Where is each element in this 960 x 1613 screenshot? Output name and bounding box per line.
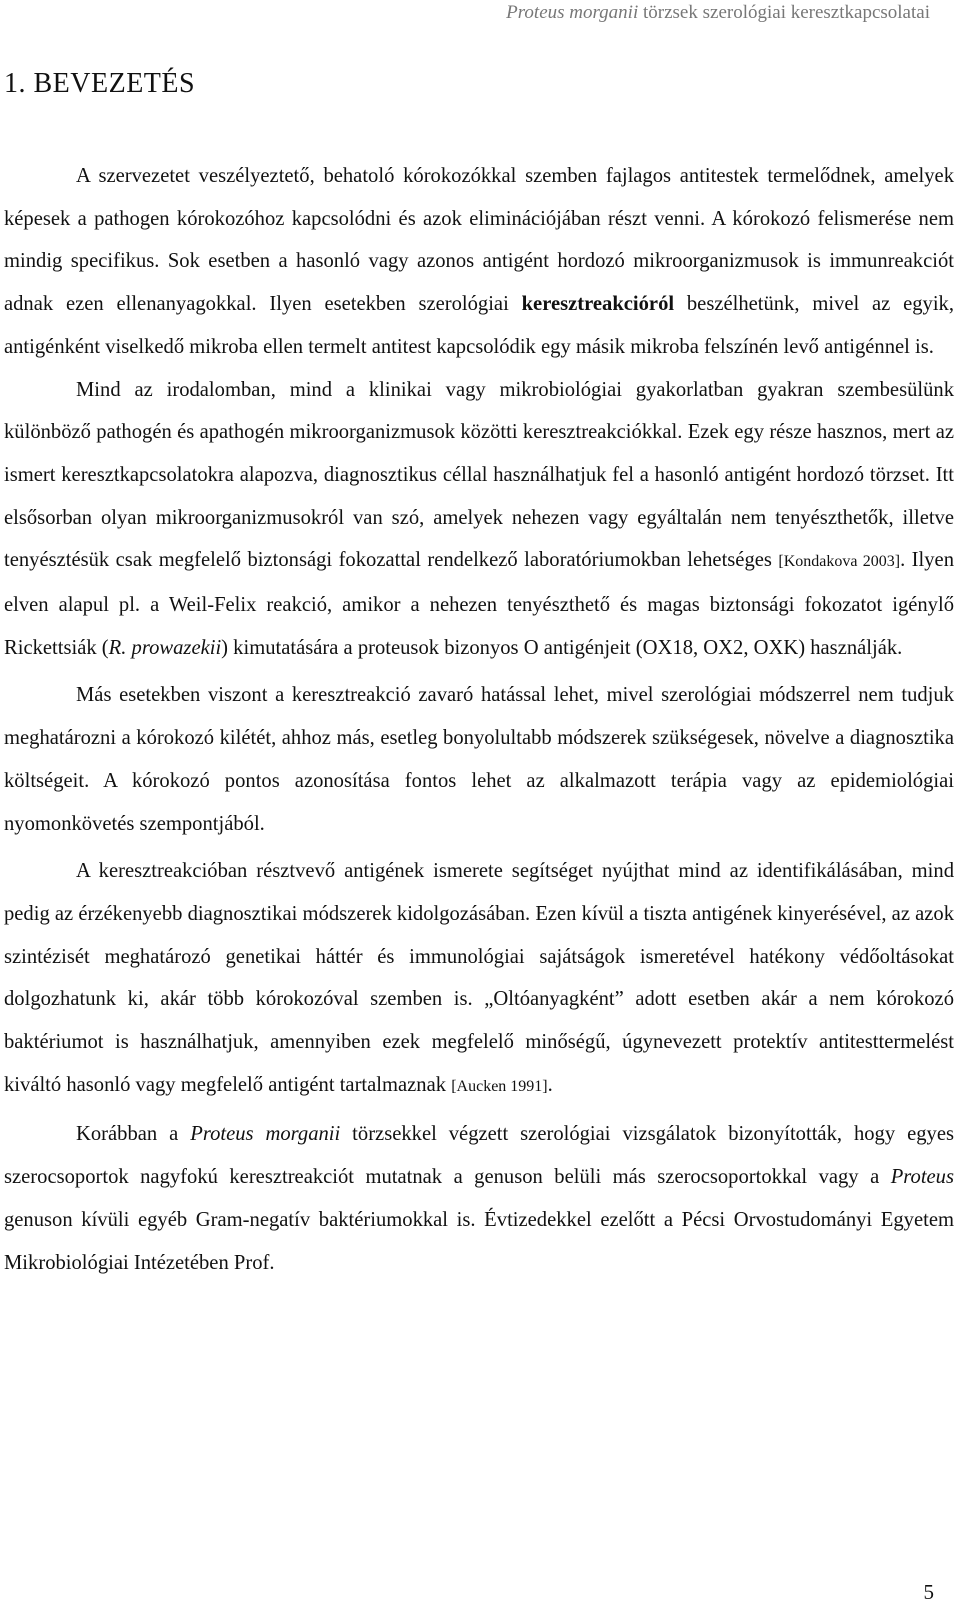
- species-r-prowazekii: R. prowazekii: [108, 636, 222, 659]
- paragraph-2-text-b: . Ilyen elven alapul pl. a Weil-Felix reakció, amikor a nehezen tenyészthető és magas biztonsági fokozatot igénylő Rickettsiák (: [4, 549, 954, 659]
- species-proteus-morganii: Proteus morganii: [190, 1123, 341, 1146]
- paragraph-5-text-b: törzsekkel végzett szerológiai vizsgálatok bizonyították, hogy egyes szerocsoportok nagyfokú keresztreakciót mutatnak a genuson belüli más szerocsoportokkal vagy a: [4, 1123, 954, 1189]
- paragraph-4-text-b: .: [547, 1073, 553, 1096]
- paragraph-4: [4, 850, 954, 1108]
- section-title: 1. BEVEZETÉS: [4, 68, 196, 99]
- genus-proteus: Proteus: [890, 1166, 954, 1189]
- paragraph-2-text-c: ) kimutatására a proteusok bizonyos O antigénjeit (OX18, OX2, OXK) használják.: [221, 636, 903, 659]
- paragraph-1: [4, 155, 954, 369]
- paragraph-4-text-a: A keresztreakcióban résztvevő antigének ismerete segítséget nyújthat mind az identifikálásában, mind pedig az érzékenyebb diagnosztikai módszerek kidolgozásában. Ezen kívül a tiszta antigének kinyerésével, az azok szintézisét meghatározó genetikai háttér és immunológiai sajátságok ismeretével hatékony védőoltásokat dolgozhatunk ki, akár több kórokozóval szemben is. „Oltóanyagként” adott esetben akár a nem kórokozó baktériumot is használhatjuk, amennyiben ezek megfelelő minőségű, úgynevezett protektív antitesttermelést kiváltó hasonló vagy megfelelő antigént tartalmaznak: [4, 860, 954, 1096]
- citation-kondakova: [Kondakova 2003]: [778, 553, 901, 571]
- paragraph-2: [4, 369, 954, 670]
- paragraph-5-text-c: genuson kívüli egyéb Gram-negatív baktériumokkal is. Évtizedekkel ezelőtt a Pécsi Orvostudományi Egyetem Mikrobiológiai Intézetében Prof.: [4, 1208, 954, 1274]
- paragraph-5: [4, 1113, 954, 1284]
- paragraph-2-text-a: Mind az irodalomban, mind a klinikai vagy mikrobiológiai gyakorlatban gyakran szembesülünk különböző pathogén és apathogén mikroorganizmusok közötti keresztreakciókkal. Ezek egy része hasznos, mert az ismert keresztkapcsolatokra alapozva, diagnosztikus céllal használhatjuk fel a hasonló antigént hordozó törzset. Itt elsősorban olyan mikroorganizmusokról van szó, amelyek nehezen vagy egyáltalán nem tenyészthetők, illetve tenyésztésük csak megfelelő biztonsági fokozattal rendelkező laboratóriumokban lehetséges: [4, 378, 954, 572]
- paragraph-1-text-b: beszélhetünk, mivel az egyik, antigénként viselkedő mikroba ellen termelt antitest kapcsolódik egy másik mikroba felszínén levő antigénnel is.: [4, 293, 954, 358]
- running-header-title: törzsek szerológiai keresztkapcsolatai: [643, 2, 930, 23]
- keyword-keresztreakciorol: keresztreakcióról: [521, 293, 675, 316]
- running-header-species: Proteus morganii: [506, 2, 639, 23]
- citation-aucken: [Aucken 1991]: [451, 1077, 548, 1095]
- page-number: 5: [923, 1580, 934, 1604]
- paragraph-3: Más esetekben viszont a keresztreakció zavaró hatással lehet, mivel szerológiai módszerrel nem tudjuk meghatározni a kórokozó kilétét, ahhoz más, esetleg bonyolultabb módszerek szükségesek, növelve a diagnosztika költségeit. A kórokozó pontos azonosítása fontos lehet az alkalmazott terápia vagy az epidemiológiai nyomonkövetés szempontjából.: [4, 684, 954, 835]
- paragraph-5-text-a: Korábban a: [76, 1123, 191, 1146]
- body-text: [4, 155, 954, 1284]
- running-header: [506, 2, 930, 24]
- paragraph-1-text-a: A szervezetet veszélyeztető, behatoló kórokozókkal szemben fajlagos antitestek termelődnek, amelyek képesek a pathogen kórokozóhoz kapcsolódni és azok eliminációjában részt venni. A kórokozó felismerése nem mindig specifikus. Sok esetben a hasonló vagy azonos antigént hordozó mikroorganizmusok is immunreakciót adnak ezen ellenanyagokkal. Ilyen esetekben szerológiai: [4, 165, 954, 316]
